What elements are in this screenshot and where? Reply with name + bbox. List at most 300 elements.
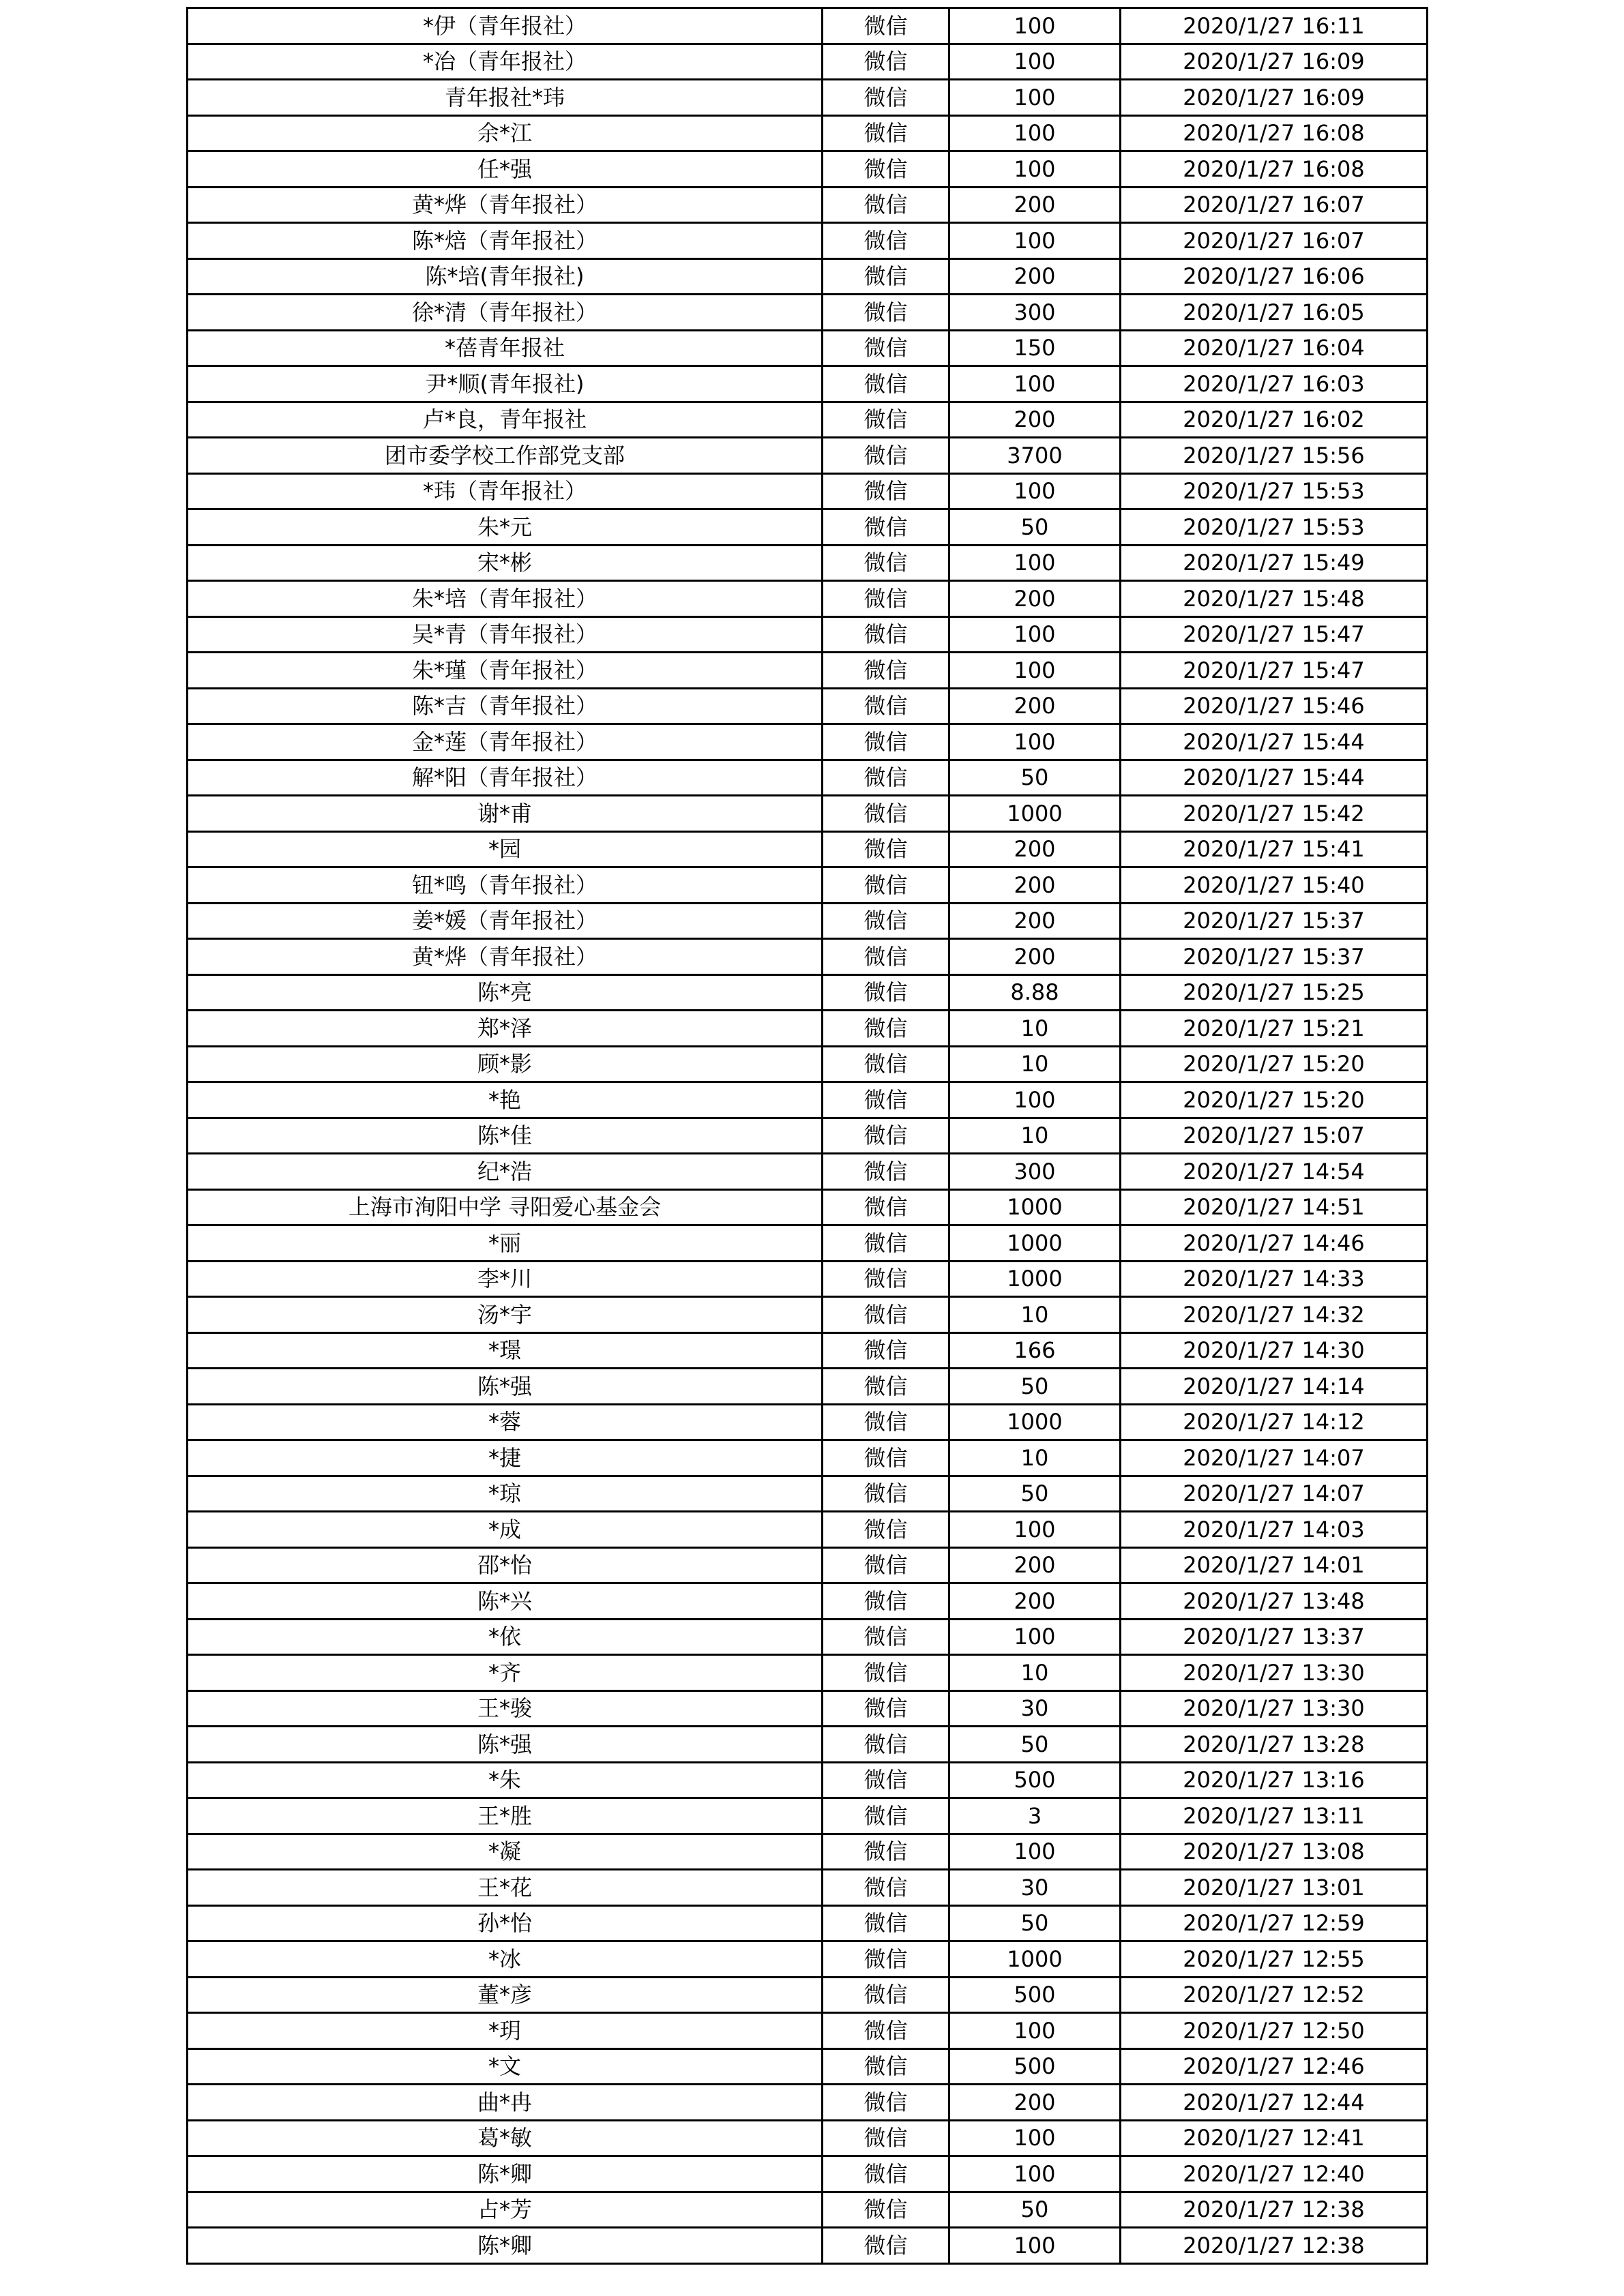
amount-cell: 100 [949, 8, 1121, 44]
donation-table [186, 7, 1428, 2265]
timestamp-cell: 2020/1/27 14:46 [1121, 1225, 1428, 1262]
donor-name-cell: *凝 [188, 1834, 823, 1870]
timestamp-cell: 2020/1/27 16:09 [1121, 44, 1428, 80]
donor-name-cell: 卢*良，青年报社 [188, 402, 823, 438]
timestamp-cell: 2020/1/27 12:50 [1121, 2013, 1428, 2049]
payment-method-cell: 微信 [823, 903, 949, 939]
payment-method-cell: 微信 [823, 1154, 949, 1190]
donor-name-cell: *玮（青年报社） [188, 473, 823, 509]
payment-method-cell: 微信 [823, 1225, 949, 1262]
timestamp-cell: 2020/1/27 14:07 [1121, 1440, 1428, 1476]
timestamp-cell: 2020/1/27 16:06 [1121, 258, 1428, 295]
amount-cell: 200 [949, 939, 1121, 975]
table-row [188, 1762, 1428, 1798]
amount-cell: 50 [949, 2192, 1121, 2228]
payment-method-cell: 微信 [823, 438, 949, 474]
donor-name-cell: 陈*卿 [188, 2228, 823, 2264]
payment-method-cell: 微信 [823, 8, 949, 44]
amount-cell: 200 [949, 867, 1121, 904]
donor-name-cell: 陈*强 [188, 1727, 823, 1763]
timestamp-cell: 2020/1/27 16:02 [1121, 402, 1428, 438]
amount-cell: 150 [949, 330, 1121, 366]
amount-cell: 200 [949, 187, 1121, 223]
amount-cell: 3700 [949, 438, 1121, 474]
amount-cell: 1000 [949, 1941, 1121, 1978]
timestamp-cell: 2020/1/27 13:30 [1121, 1690, 1428, 1727]
timestamp-cell: 2020/1/27 15:46 [1121, 688, 1428, 724]
table-row [188, 187, 1428, 223]
payment-method-cell: 微信 [823, 653, 949, 689]
payment-method-cell: 微信 [823, 1476, 949, 1512]
payment-method-cell: 微信 [823, 80, 949, 116]
donor-name-cell: 陈*焙（青年报社） [188, 223, 823, 259]
timestamp-cell: 2020/1/27 15:53 [1121, 509, 1428, 546]
donor-name-cell: 谢*甫 [188, 796, 823, 832]
payment-method-cell: 微信 [823, 151, 949, 188]
timestamp-cell: 2020/1/27 15:25 [1121, 974, 1428, 1011]
timestamp-cell: 2020/1/27 14:07 [1121, 1476, 1428, 1512]
amount-cell: 100 [949, 1834, 1121, 1870]
amount-cell: 100 [949, 223, 1121, 259]
timestamp-cell: 2020/1/27 13:30 [1121, 1655, 1428, 1691]
payment-method-cell: 微信 [823, 223, 949, 259]
payment-method-cell: 微信 [823, 688, 949, 724]
amount-cell: 50 [949, 509, 1121, 546]
table-row [188, 1690, 1428, 1727]
payment-method-cell: 微信 [823, 760, 949, 796]
table-row [188, 2085, 1428, 2121]
table-row [188, 796, 1428, 832]
table-row [188, 2192, 1428, 2228]
donor-name-cell: *成 [188, 1512, 823, 1548]
table-row [188, 258, 1428, 295]
amount-cell: 200 [949, 2085, 1121, 2121]
table-row [188, 616, 1428, 653]
table-row [188, 1225, 1428, 1262]
payment-method-cell: 微信 [823, 1082, 949, 1118]
amount-cell: 100 [949, 44, 1121, 80]
amount-cell: 8.88 [949, 974, 1121, 1011]
table-row [188, 688, 1428, 724]
table-row [188, 1798, 1428, 1834]
table-row [188, 115, 1428, 151]
donor-name-cell: 葛*敏 [188, 2120, 823, 2156]
donor-name-cell: 孙*怡 [188, 1905, 823, 1941]
payment-method-cell: 微信 [823, 1798, 949, 1834]
table-row [188, 545, 1428, 581]
donor-name-cell: 王*胜 [188, 1798, 823, 1834]
payment-method-cell: 微信 [823, 1583, 949, 1620]
table-row [188, 1941, 1428, 1978]
timestamp-cell: 2020/1/27 15:37 [1121, 939, 1428, 975]
timestamp-cell: 2020/1/27 16:03 [1121, 366, 1428, 402]
table-row [188, 151, 1428, 188]
timestamp-cell: 2020/1/27 15:40 [1121, 867, 1428, 904]
amount-cell: 10 [949, 1011, 1121, 1047]
timestamp-cell: 2020/1/27 16:04 [1121, 330, 1428, 366]
amount-cell: 200 [949, 1547, 1121, 1583]
table-row [188, 402, 1428, 438]
amount-cell: 100 [949, 366, 1121, 402]
amount-cell: 10 [949, 1118, 1121, 1154]
payment-method-cell: 微信 [823, 1297, 949, 1333]
payment-method-cell: 微信 [823, 1404, 949, 1440]
payment-method-cell: 微信 [823, 1369, 949, 1405]
amount-cell: 1000 [949, 1225, 1121, 1262]
amount-cell: 100 [949, 115, 1121, 151]
payment-method-cell: 微信 [823, 724, 949, 760]
table-row [188, 1727, 1428, 1763]
amount-cell: 200 [949, 581, 1121, 617]
donor-name-cell: 姜*媛（青年报社） [188, 903, 823, 939]
donor-name-cell: 陈*佳 [188, 1118, 823, 1154]
timestamp-cell: 2020/1/27 15:44 [1121, 724, 1428, 760]
timestamp-cell: 2020/1/27 12:52 [1121, 1977, 1428, 2013]
amount-cell: 100 [949, 545, 1121, 581]
donation-table-body [188, 8, 1428, 2264]
donor-name-cell: *琼 [188, 1476, 823, 1512]
donor-name-cell: 余*江 [188, 115, 823, 151]
timestamp-cell: 2020/1/27 14:32 [1121, 1297, 1428, 1333]
amount-cell: 10 [949, 1655, 1121, 1691]
donor-name-cell: 陈*兴 [188, 1583, 823, 1620]
payment-method-cell: 微信 [823, 295, 949, 331]
table-row [188, 903, 1428, 939]
amount-cell: 50 [949, 1369, 1121, 1405]
table-row [188, 509, 1428, 546]
amount-cell: 200 [949, 258, 1121, 295]
payment-method-cell: 微信 [823, 974, 949, 1011]
payment-method-cell: 微信 [823, 115, 949, 151]
amount-cell: 200 [949, 903, 1121, 939]
table-row [188, 1404, 1428, 1440]
timestamp-cell: 2020/1/27 15:20 [1121, 1082, 1428, 1118]
donor-name-cell: *冶（青年报社） [188, 44, 823, 80]
payment-method-cell: 微信 [823, 258, 949, 295]
donor-name-cell: 朱*元 [188, 509, 823, 546]
payment-method-cell: 微信 [823, 1655, 949, 1691]
amount-cell: 10 [949, 1440, 1121, 1476]
timestamp-cell: 2020/1/27 14:51 [1121, 1189, 1428, 1225]
table-row [188, 724, 1428, 760]
payment-method-cell: 微信 [823, 2228, 949, 2264]
donation-list-page [186, 7, 1426, 2265]
timestamp-cell: 2020/1/27 13:28 [1121, 1727, 1428, 1763]
payment-method-cell: 微信 [823, 1547, 949, 1583]
donor-name-cell: *齐 [188, 1655, 823, 1691]
table-row [188, 330, 1428, 366]
timestamp-cell: 2020/1/27 15:49 [1121, 545, 1428, 581]
amount-cell: 1000 [949, 796, 1121, 832]
payment-method-cell: 微信 [823, 2192, 949, 2228]
payment-method-cell: 微信 [823, 1189, 949, 1225]
table-row [188, 1011, 1428, 1047]
payment-method-cell: 微信 [823, 2085, 949, 2121]
timestamp-cell: 2020/1/27 15:56 [1121, 438, 1428, 474]
timestamp-cell: 2020/1/27 16:07 [1121, 187, 1428, 223]
donor-name-cell: *园 [188, 831, 823, 867]
amount-cell: 100 [949, 151, 1121, 188]
timestamp-cell: 2020/1/27 15:44 [1121, 760, 1428, 796]
amount-cell: 1000 [949, 1404, 1121, 1440]
donor-name-cell: 董*彦 [188, 1977, 823, 2013]
timestamp-cell: 2020/1/27 16:07 [1121, 223, 1428, 259]
table-row [188, 1440, 1428, 1476]
amount-cell: 1000 [949, 1261, 1121, 1297]
amount-cell: 100 [949, 1619, 1121, 1655]
payment-method-cell: 微信 [823, 1440, 949, 1476]
table-row [188, 1369, 1428, 1405]
timestamp-cell: 2020/1/27 12:46 [1121, 2048, 1428, 2085]
amount-cell: 50 [949, 1905, 1121, 1941]
timestamp-cell: 2020/1/27 12:40 [1121, 2156, 1428, 2192]
table-row [188, 1297, 1428, 1333]
payment-method-cell: 微信 [823, 330, 949, 366]
table-row [188, 1476, 1428, 1512]
payment-method-cell: 微信 [823, 1118, 949, 1154]
amount-cell: 30 [949, 1870, 1121, 1906]
table-row [188, 1583, 1428, 1620]
payment-method-cell: 微信 [823, 2048, 949, 2085]
table-row [188, 1905, 1428, 1941]
amount-cell: 100 [949, 473, 1121, 509]
payment-method-cell: 微信 [823, 867, 949, 904]
amount-cell: 50 [949, 1727, 1121, 1763]
timestamp-cell: 2020/1/27 16:08 [1121, 115, 1428, 151]
payment-method-cell: 微信 [823, 1011, 949, 1047]
payment-method-cell: 微信 [823, 1619, 949, 1655]
timestamp-cell: 2020/1/27 16:11 [1121, 8, 1428, 44]
amount-cell: 100 [949, 2120, 1121, 2156]
timestamp-cell: 2020/1/27 15:07 [1121, 1118, 1428, 1154]
amount-cell: 100 [949, 653, 1121, 689]
table-row [188, 1046, 1428, 1082]
timestamp-cell: 2020/1/27 16:09 [1121, 80, 1428, 116]
table-row [188, 1332, 1428, 1369]
amount-cell: 200 [949, 1583, 1121, 1620]
donor-name-cell: 汤*宇 [188, 1297, 823, 1333]
amount-cell: 100 [949, 2013, 1121, 2049]
timestamp-cell: 2020/1/27 15:20 [1121, 1046, 1428, 1082]
amount-cell: 200 [949, 831, 1121, 867]
timestamp-cell: 2020/1/27 14:03 [1121, 1512, 1428, 1548]
donor-name-cell: 邵*怡 [188, 1547, 823, 1583]
payment-method-cell: 微信 [823, 616, 949, 653]
table-row [188, 8, 1428, 44]
timestamp-cell: 2020/1/27 15:21 [1121, 1011, 1428, 1047]
amount-cell: 200 [949, 402, 1121, 438]
donor-name-cell: 纪*浩 [188, 1154, 823, 1190]
payment-method-cell: 微信 [823, 1690, 949, 1727]
amount-cell: 300 [949, 1154, 1121, 1190]
table-row [188, 80, 1428, 116]
table-row [188, 1619, 1428, 1655]
donor-name-cell: *艳 [188, 1082, 823, 1118]
table-row [188, 2228, 1428, 2264]
payment-method-cell: 微信 [823, 1727, 949, 1763]
donor-name-cell: 陈*吉（青年报社） [188, 688, 823, 724]
table-row [188, 1870, 1428, 1906]
timestamp-cell: 2020/1/27 13:11 [1121, 1798, 1428, 1834]
timestamp-cell: 2020/1/27 12:41 [1121, 2120, 1428, 2156]
amount-cell: 500 [949, 1762, 1121, 1798]
donor-name-cell: 黄*烨（青年报社） [188, 939, 823, 975]
timestamp-cell: 2020/1/27 13:48 [1121, 1583, 1428, 1620]
table-row [188, 1655, 1428, 1691]
amount-cell: 500 [949, 1977, 1121, 2013]
payment-method-cell: 微信 [823, 831, 949, 867]
amount-cell: 100 [949, 2228, 1121, 2264]
donor-name-cell: *捷 [188, 1440, 823, 1476]
payment-method-cell: 微信 [823, 1905, 949, 1941]
payment-method-cell: 微信 [823, 1941, 949, 1978]
payment-method-cell: 微信 [823, 1332, 949, 1369]
payment-method-cell: 微信 [823, 1046, 949, 1082]
table-row [188, 760, 1428, 796]
table-row [188, 581, 1428, 617]
donor-name-cell: *冰 [188, 1941, 823, 1978]
timestamp-cell: 2020/1/27 15:47 [1121, 653, 1428, 689]
payment-method-cell: 微信 [823, 366, 949, 402]
timestamp-cell: 2020/1/27 14:33 [1121, 1261, 1428, 1297]
timestamp-cell: 2020/1/27 12:44 [1121, 2085, 1428, 2121]
donor-name-cell: 宋*彬 [188, 545, 823, 581]
donor-name-cell: 钮*鸣（青年报社） [188, 867, 823, 904]
payment-method-cell: 微信 [823, 44, 949, 80]
timestamp-cell: 2020/1/27 14:30 [1121, 1332, 1428, 1369]
donor-name-cell: 占*芳 [188, 2192, 823, 2228]
amount-cell: 100 [949, 80, 1121, 116]
donor-name-cell: 王*花 [188, 1870, 823, 1906]
timestamp-cell: 2020/1/27 15:47 [1121, 616, 1428, 653]
donor-name-cell: 任*强 [188, 151, 823, 188]
timestamp-cell: 2020/1/27 14:01 [1121, 1547, 1428, 1583]
table-row [188, 223, 1428, 259]
donor-name-cell: *丽 [188, 1225, 823, 1262]
table-row [188, 939, 1428, 975]
table-row [188, 1082, 1428, 1118]
donor-name-cell: 尹*顺(青年报社) [188, 366, 823, 402]
donor-name-cell: 上海市洵阳中学 寻阳爱心基金会 [188, 1189, 823, 1225]
donor-name-cell: 王*骏 [188, 1690, 823, 1727]
timestamp-cell: 2020/1/27 15:53 [1121, 473, 1428, 509]
table-row [188, 438, 1428, 474]
timestamp-cell: 2020/1/27 12:38 [1121, 2192, 1428, 2228]
donor-name-cell: *文 [188, 2048, 823, 2085]
donor-name-cell: 吴*青（青年报社） [188, 616, 823, 653]
timestamp-cell: 2020/1/27 15:48 [1121, 581, 1428, 617]
donor-name-cell: 黄*烨（青年报社） [188, 187, 823, 223]
payment-method-cell: 微信 [823, 1834, 949, 1870]
table-row [188, 831, 1428, 867]
table-row [188, 473, 1428, 509]
timestamp-cell: 2020/1/27 15:41 [1121, 831, 1428, 867]
timestamp-cell: 2020/1/27 13:37 [1121, 1619, 1428, 1655]
table-row [188, 2013, 1428, 2049]
timestamp-cell: 2020/1/27 16:08 [1121, 151, 1428, 188]
table-row [188, 2156, 1428, 2192]
table-row [188, 1118, 1428, 1154]
donor-name-cell: 郑*泽 [188, 1011, 823, 1047]
amount-cell: 10 [949, 1297, 1121, 1333]
amount-cell: 10 [949, 1046, 1121, 1082]
donor-name-cell: 青年报社*玮 [188, 80, 823, 116]
payment-method-cell: 微信 [823, 581, 949, 617]
donor-name-cell: *蓓青年报社 [188, 330, 823, 366]
payment-method-cell: 微信 [823, 2156, 949, 2192]
amount-cell: 100 [949, 616, 1121, 653]
table-row [188, 2120, 1428, 2156]
timestamp-cell: 2020/1/27 12:55 [1121, 1941, 1428, 1978]
payment-method-cell: 微信 [823, 2013, 949, 2049]
donor-name-cell: 陈*强 [188, 1369, 823, 1405]
table-row [188, 867, 1428, 904]
timestamp-cell: 2020/1/27 14:54 [1121, 1154, 1428, 1190]
donor-name-cell: *玥 [188, 2013, 823, 2049]
amount-cell: 200 [949, 688, 1121, 724]
payment-method-cell: 微信 [823, 796, 949, 832]
timestamp-cell: 2020/1/27 15:37 [1121, 903, 1428, 939]
table-row [188, 1154, 1428, 1190]
amount-cell: 166 [949, 1332, 1121, 1369]
donor-name-cell: 朱*培（青年报社） [188, 581, 823, 617]
donor-name-cell: *蓉 [188, 1404, 823, 1440]
payment-method-cell: 微信 [823, 1261, 949, 1297]
donor-name-cell: 金*莲（青年报社） [188, 724, 823, 760]
table-row [188, 2048, 1428, 2085]
donor-name-cell: *朱 [188, 1762, 823, 1798]
donor-name-cell: 徐*清（青年报社） [188, 295, 823, 331]
table-row [188, 1261, 1428, 1297]
table-row [188, 1834, 1428, 1870]
amount-cell: 3 [949, 1798, 1121, 1834]
timestamp-cell: 2020/1/27 12:59 [1121, 1905, 1428, 1941]
timestamp-cell: 2020/1/27 14:12 [1121, 1404, 1428, 1440]
amount-cell: 100 [949, 1512, 1121, 1548]
payment-method-cell: 微信 [823, 939, 949, 975]
donor-name-cell: 陈*培(青年报社) [188, 258, 823, 295]
timestamp-cell: 2020/1/27 14:14 [1121, 1369, 1428, 1405]
table-row [188, 366, 1428, 402]
donor-name-cell: 解*阳（青年报社） [188, 760, 823, 796]
amount-cell: 100 [949, 2156, 1121, 2192]
timestamp-cell: 2020/1/27 13:01 [1121, 1870, 1428, 1906]
payment-method-cell: 微信 [823, 473, 949, 509]
payment-method-cell: 微信 [823, 509, 949, 546]
amount-cell: 1000 [949, 1189, 1121, 1225]
payment-method-cell: 微信 [823, 545, 949, 581]
donor-name-cell: 李*川 [188, 1261, 823, 1297]
timestamp-cell: 2020/1/27 15:42 [1121, 796, 1428, 832]
amount-cell: 500 [949, 2048, 1121, 2085]
donor-name-cell: 曲*冉 [188, 2085, 823, 2121]
amount-cell: 100 [949, 724, 1121, 760]
table-row [188, 295, 1428, 331]
table-row [188, 1547, 1428, 1583]
payment-method-cell: 微信 [823, 187, 949, 223]
table-row [188, 1189, 1428, 1225]
payment-method-cell: 微信 [823, 1977, 949, 2013]
amount-cell: 300 [949, 295, 1121, 331]
donor-name-cell: *依 [188, 1619, 823, 1655]
payment-method-cell: 微信 [823, 1870, 949, 1906]
donor-name-cell: 陈*卿 [188, 2156, 823, 2192]
timestamp-cell: 2020/1/27 12:38 [1121, 2228, 1428, 2264]
amount-cell: 30 [949, 1690, 1121, 1727]
payment-method-cell: 微信 [823, 1512, 949, 1548]
table-row [188, 974, 1428, 1011]
table-row [188, 44, 1428, 80]
